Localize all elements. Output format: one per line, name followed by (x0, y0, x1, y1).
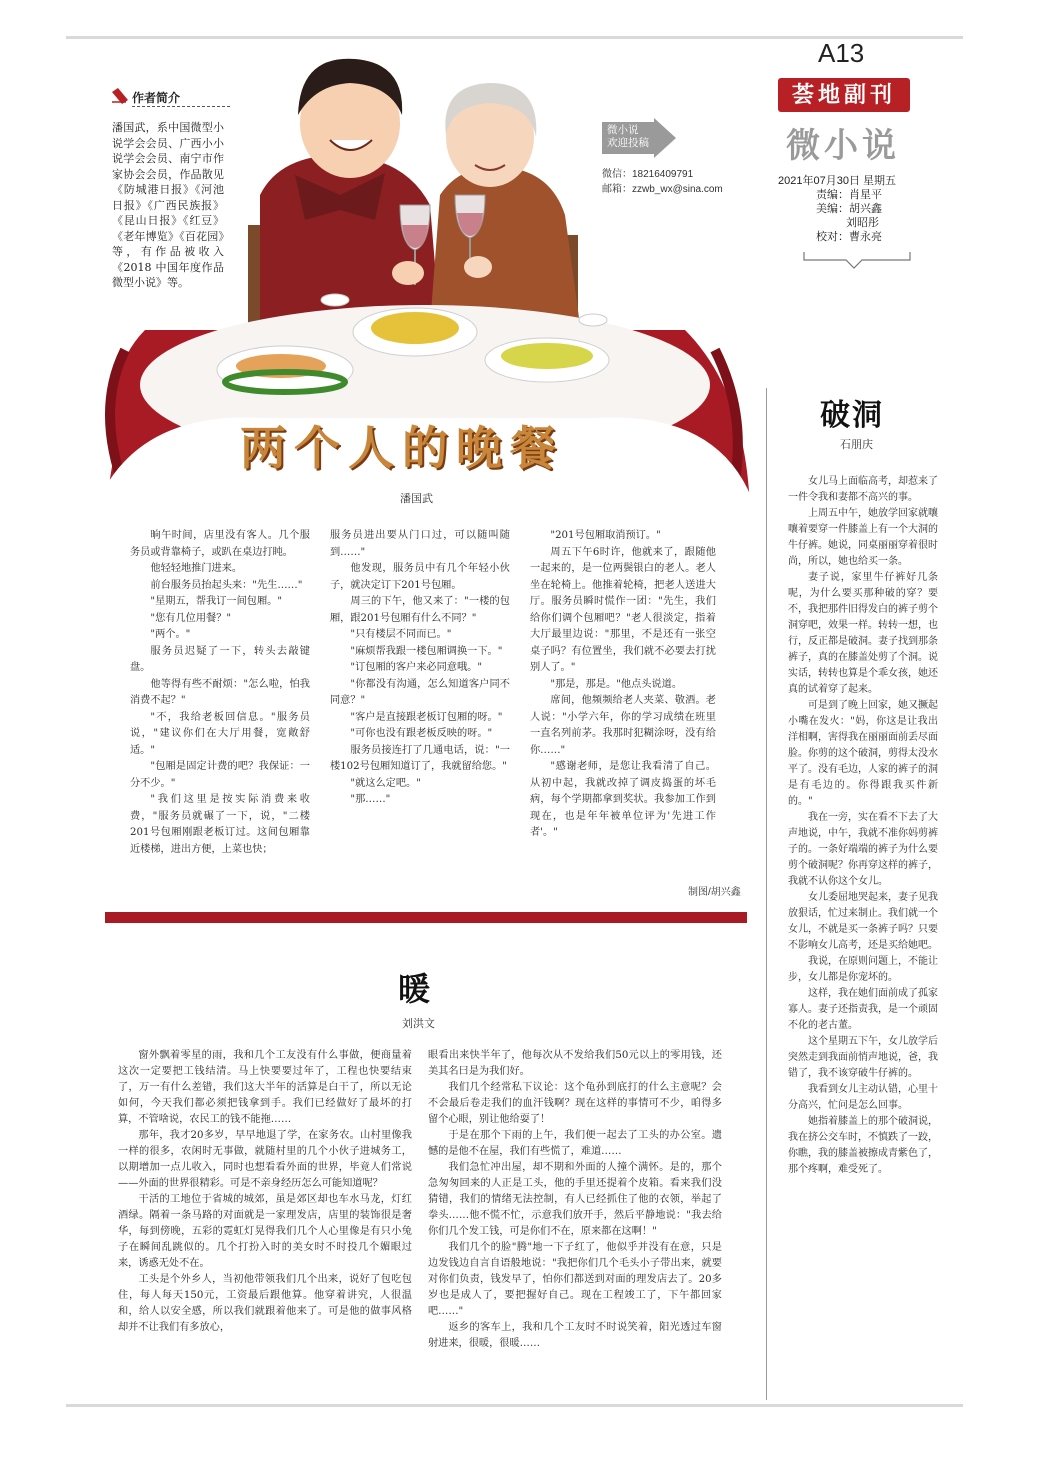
submission-label-2: 欢迎投稿 (607, 137, 649, 149)
paragraph: 眼看出来快半年了，他每次从不发给我们50元以上的零用钱，还美其名曰是为我们好。 (428, 1050, 722, 1077)
paragraph: 晌午时间，店里没有客人。几个服务员或背靠椅子，或趴在桌边打盹。 (130, 530, 310, 558)
paragraph: "星期五，帮我订一间包厢。" (150, 596, 283, 607)
paragraph: "客户是直接跟老板订包厢的呀。" (350, 711, 503, 723)
paragraph: 我在一旁，实在看不下去了大声地说，中午，我就不准你妈剪裤子的。一条好端端的裤子为什么要剪个破洞呢？你再穿这样的裤子，我就不认你这个女儿。 (788, 812, 938, 887)
paragraph: 女儿委屈地哭起来，妻子见我放狠话，忙过来制止。我们就一个女儿，不就是买一条裤子吗？只要不影响女儿高考，还是买给她吧。 (788, 892, 938, 951)
editor-credit: 责编：肖星平 (816, 189, 882, 201)
section-title: 微小说 (786, 126, 900, 166)
submission-email: 邮箱：zzwb_wx@sina.com (602, 184, 723, 195)
story3-author: 石朋庆 (840, 439, 873, 451)
pen-icon (110, 88, 130, 106)
paragraph: 前台服务员抬起头来："先生……" (150, 579, 303, 591)
paragraph: 这个星期五下午，女儿放学后突然走到我面前悄声地说，爸，我错了，我不该穿破牛仔裤的。 (788, 1036, 938, 1079)
paragraph: 席间，他频频给老人夹菜、敬酒。老人说："小学六年，你的学习成绩在班里一直名列前茅。我那时犯糊涂呀，没有给你……" (530, 695, 716, 756)
story3-title: 破洞 (820, 398, 884, 433)
paragraph: "你都没有沟通，怎么知道客户同不同意？" (330, 678, 510, 706)
paragraph: 周五下午6时许，他就来了，跟随他一起来的，是一位两鬓银白的老人。老人坐在轮椅上。他推着轮椅，把老人送进大厅。服务员瞬时慌作一团："先生，我们给你们调个包厢吧？"老人很淡定，指着大厅最里边说："那里，不是还有一张空桌子吗？有位置坐，我们就不必要去打扰别人了。" (530, 546, 716, 673)
paragraph: 我们急忙冲出屋，却不期和外面的人撞个满怀。是的，那个急匆匆回来的人正是工头，他的手里还提着个皮箱。看来我们没猜错，我们的情绪无法控制，有人已经抓住了他的衣领，举起了拳头……他不慌不忙，示意我们放开手，然后平静地说："我去给你们几个发工钱，可是你们不在，原来都在这啊！" (428, 1162, 722, 1237)
paragraph: 可是到了晚上回家，她又撅起小嘴在发火："妈，你这是让我出洋相啊，害得我在丽丽面前丢尽面脸。你剪的这个破洞，剪得太没水平了。没有毛边，人家的裤子的洞是有毛边的。你得跟我买件新的。" (788, 700, 938, 807)
issue-date: 2021年07月30日 星期五 (778, 175, 896, 187)
paragraph: 于是在那个下雨的上午，我们便一起去了工头的办公室。遗憾的是他不在屋，我们有些慌了，难道…… (428, 1130, 722, 1157)
paragraph: "订包厢的客户来必同意哦。" (350, 662, 483, 673)
paragraph: "只有楼层不同而已。" (350, 629, 452, 640)
brand-logo: 荟地副刊 (778, 78, 910, 112)
paragraph: 服务员进出要从门口过，可以随叫随到……" (330, 530, 510, 558)
proofreader-credit: 校对：曹永亮 (816, 231, 882, 243)
paragraph: "那……" (350, 794, 391, 805)
masthead-bracket (802, 250, 912, 270)
paragraph: 窗外飘着零星的雨，我和几个工友没有什么事做，便商量着这次一定要把工钱结清。马上快要要过年了，工程也快要结束了，万一有什么差错，我们这大半年的活算是白干了，所以无论如何，今天我们都必须把钱拿到手。我们已经做好了最坏的打算，不管啥说，农民工的钱不能拖…… (118, 1050, 412, 1125)
bottom-rule (66, 1404, 963, 1407)
story2-column-1 (118, 1048, 412, 1336)
paragraph: "201号包厢取消预订。" (550, 530, 661, 541)
paragraph: "麻烦帮我跟一楼包厢调换一下。" (350, 645, 503, 657)
art-editor-credit-2: 刘昭彤 (846, 217, 879, 229)
story2-author: 刘洪文 (402, 1018, 435, 1030)
paragraph: "您有几位用餐？" (150, 612, 232, 624)
paragraph: 我说，在原则问题上，不能让步，女儿都是你宠坏的。 (788, 956, 938, 983)
paragraph: 我们几个的脸"腾"地一下子红了，他似乎并没有在意，只是边发钱边自言自语般地说："我把你们几个毛头小子带出来，就要对你们负责，钱发早了，怕你们都送到对面的理发店去了。20多岁也是成人了，要把握好自己。现在工程竣工了，下午都回家吧……" (428, 1242, 722, 1317)
paragraph: 返乡的客车上，我和几个工友时不时说笑着，阳光透过车窗射进来，很暖，很暖…… (428, 1322, 722, 1349)
paragraph: "可你也没有跟老板反映的呀。" (350, 728, 493, 739)
column-divider (766, 388, 767, 1400)
paragraph: 女儿马上面临高考，却惹来了一件令我和妻都不高兴的事。 (788, 476, 938, 503)
paragraph: 这样，我在她们面前成了孤家寡人。妻子还指责我，是一个顽固不化的老古董。 (788, 988, 938, 1031)
paragraph: "不，我给老板回信息。"服务员说，"建议你们在大厅用餐，宽敞舒适。" (130, 711, 310, 756)
author-bio: 潘国武，系中国微型小说学会会员、广西小小说学会会员、南宁市作家协会会员，作品散见《防城港日报》《河池日报》《广西民族报》《昆山日报》《红豆》《老年博览》《百花园》等，有作品被收入《2018 中国年度作品微型小说》等。 (112, 121, 224, 289)
story2-title: 暖 (398, 970, 431, 1008)
paragraph: 工头是个外乡人，当初他带领我们几个出来，说好了包吃包住，每人每天150元，工资最后跟他算。他穿着讲究，人很温和，给人以安全感，所以我们就跟着他来了。可是他的做事风格却并不让我们有多放心， (118, 1274, 412, 1333)
paragraph: 我们几个经常私下议论：这个龟孙到底打的什么主意呢？会不会最后卷走我们的血汗钱啊？现在这样的事情可不少，咱得多留个心眼，别让他给耍了！ (428, 1082, 722, 1125)
page-number: A13 (818, 38, 865, 68)
story1-column-1 (130, 528, 310, 858)
art-editor-credit: 美编：胡兴鑫 (816, 203, 882, 215)
story1-author: 潘国武 (400, 493, 433, 505)
paragraph: "包厢是固定计费的吧？我保证：一分不少。" (130, 761, 310, 789)
author-intro-label: 作者简介 (132, 91, 181, 105)
paragraph: 她指着膝盖上的那个破洞说，我在挤公交车时，不慎跌了一跤，你瞧，我的膝盖被擦成青紫色了，那个疼啊，难受死了。 (788, 1116, 938, 1175)
story1-column-2 (330, 528, 510, 809)
story2-column-2 (428, 1048, 722, 1352)
paragraph: 周三的下午，他又来了："一楼的包厢，跟201号包厢有什么不同？" (330, 596, 510, 624)
paragraph: 我看到女儿主动认错，心里十分高兴，忙问是怎么回事。 (788, 1084, 938, 1111)
paragraph: 服务员迟疑了一下，转头去敲键盘。 (130, 645, 310, 673)
story1-title: 两个人的晚餐 (240, 421, 564, 475)
story3-column (788, 474, 938, 1178)
paragraph: 妻子说，家里牛仔裤好几条呢，为什么要买那种破的穿？要不，我把那件旧得发白的裤子剪个洞穿吧，效果一样。转转一想，也行，反正都是破洞。妻子找到那条裤子，真的在膝盖处剪了个洞。说实话，转转也算是个乖女孩，她还真的试着穿了起来。 (788, 572, 938, 695)
paragraph: 干活的工地位于省城的城郊，虽是郊区却也车水马龙，灯红酒绿。隔着一条马路的对面就是一家理发店，店里的装饰很是奢华，每到傍晚，五彩的霓虹灯晃得我们几个人心里像是有只小兔子在瞬间乱跳似的。几个打扮入时的美女时不时投几个媚眼过来，诱惑无处不在。 (118, 1194, 412, 1269)
submission-wechat: 微信：18216409791 (602, 169, 694, 180)
paragraph: 他发现，服务员中有几个年轻小伙子，就决定订下201号包厢。 (330, 563, 510, 591)
paragraph: 那年，我才20多岁，早早地退了学，在家务农。山村里像我一样的很多，农闲时无事做，就随村里的几个小伙子进城务工，以期增加一点儿收入，同时也想看看外面的世界，毕竟人们常说——外面的世界很精彩。可是不亲身经历怎么可能知道呢？ (118, 1130, 412, 1189)
story1-column-3 (530, 528, 716, 842)
paragraph: "两个。" (150, 629, 191, 640)
paragraph: 服务员接连打了几通电话，说："一楼102号包厢知道订了，我就留给您。" (330, 744, 510, 772)
paragraph: "那是，那是。"他点头说道。 (550, 678, 683, 690)
paragraph: "就这么定吧。" (350, 777, 421, 789)
paragraph: 他等得有些不耐烦："怎么啦，怕我消费不起？" (130, 678, 310, 706)
paragraph: 上周五中午，她放学回家就嚷嚷着要穿一件膝盖上有一个大洞的牛仔裤。她说，同桌丽丽穿着很时尚，所以，她也给买一条。 (788, 508, 938, 567)
illustration-credit: 制图/胡兴鑫 (688, 887, 741, 898)
paragraph: "感谢老师，是您让我看清了自己。从初中起，我就改掉了调皮捣蛋的坏毛病，每个学期都拿到奖状。我参加工作到现在，也是年年被单位评为'先进工作者'。" (530, 761, 716, 838)
submission-label: 微小说 (607, 124, 639, 136)
paragraph: "我们这里是按实际消费来收费，"服务员就碾了一下，说，"二楼201号包厢刚跟老板订过。这间包厢靠近楼梯，进出方便，上菜也快； (130, 794, 310, 855)
paragraph: 他轻轻地推门进来。 (150, 563, 243, 574)
